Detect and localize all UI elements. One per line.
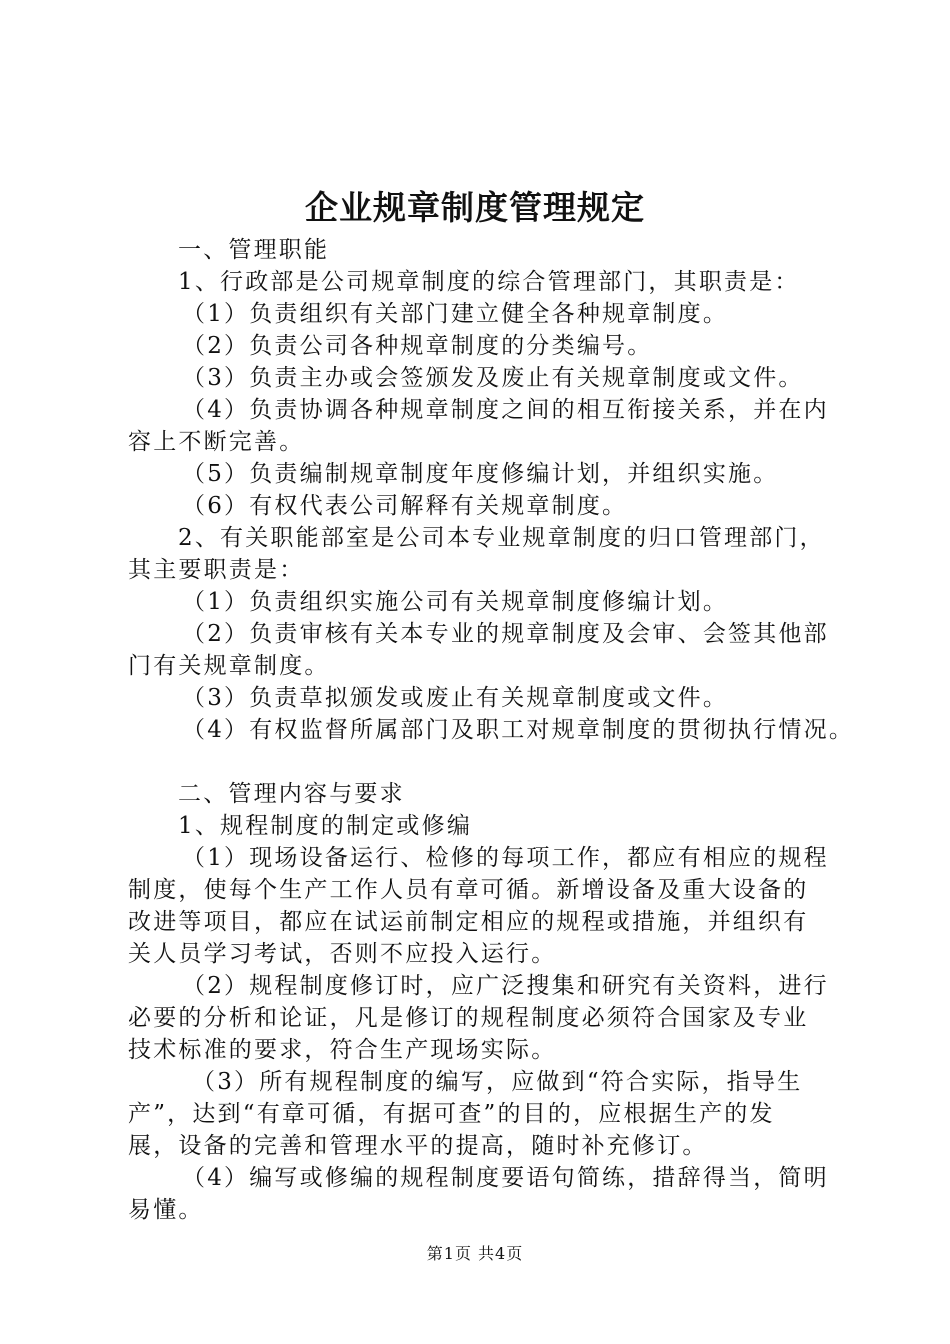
list-item: （4）负责协调各种规章制度之间的相互衔接关系，并在内: [182, 397, 829, 423]
paragraph-line: 2、有关职能部室是公司本专业规章制度的归口管理部门，: [178, 525, 825, 551]
section-heading: 一、管理职能: [178, 237, 330, 263]
list-item: （3）负责草拟颁发或废止有关规章制度或文件。: [182, 685, 729, 711]
page-number-footer: 第1页 共4页: [426, 1244, 524, 1263]
list-item: （6）有权代表公司解释有关规章制度。: [182, 493, 628, 519]
paragraph-continuation: 必要的分析和论证，凡是修订的规程制度必须符合国家及专业: [128, 1005, 809, 1031]
list-item-continuation: 门有关规章制度。: [128, 653, 330, 679]
paragraph-continuation: 易懂。: [128, 1197, 204, 1223]
list-item: （3）负责主办或会签颁发及废止有关规章制度或文件。: [182, 365, 804, 391]
document-title: 企业规章制度管理规定: [305, 188, 645, 227]
list-item: （5）负责编制规章制度年度修编计划，并组织实施。: [182, 461, 779, 487]
paragraph-continuation: 制度，使每个生产工作人员有章可循。新增设备及重大设备的: [128, 877, 809, 903]
list-item: （2）负责公司各种规章制度的分类编号。: [182, 333, 653, 359]
paragraph-continuation: 产”，达到“有章可循，有据可查”的目的，应根据生产的发: [128, 1101, 775, 1127]
list-item: （2）负责审核有关本专业的规章制度及会审、会签其他部: [182, 621, 829, 647]
paragraph-continuation: 关人员学习考试，否则不应投入运行。: [128, 941, 557, 967]
document-body: [128, 234, 855, 1226]
list-item-continuation: 容上不断完善。: [128, 429, 305, 455]
paragraph-line: （4）编写或修编的规程制度要语句简练，措辞得当，简明: [182, 1165, 829, 1191]
paragraph-continuation: 展，设备的完善和管理水平的提高，随时补充修订。: [128, 1133, 708, 1159]
list-item: （1）负责组织实施公司有关规章制度修编计划。: [182, 589, 729, 615]
paragraph-line: （3）所有规程制度的编写，应做到“符合实际，指导生: [192, 1069, 803, 1095]
list-item: （1）负责组织有关部门建立健全各种规章制度。: [182, 301, 729, 327]
paragraph-continuation: 其主要职责是：: [128, 557, 305, 583]
paragraph-line: 1、行政部是公司规章制度的综合管理部门，其职责是：: [178, 269, 800, 295]
list-item: （4）有权监督所属部门及职工对规章制度的贯彻执行情况。: [182, 717, 855, 743]
section-spacer: [128, 746, 832, 778]
section-heading: 二、管理内容与要求: [178, 781, 405, 807]
paragraph-continuation: 技术标准的要求，符合生产现场实际。: [128, 1037, 557, 1063]
paragraph-continuation: 改进等项目，都应在试运前制定相应的规程或措施，并组织有: [128, 909, 809, 935]
subsection-heading: 1、规程制度的制定或修编: [178, 813, 473, 839]
paragraph-line: （1）现场设备运行、检修的每项工作，都应有相应的规程: [182, 845, 829, 871]
paragraph-line: （2）规程制度修订时，应广泛搜集和研究有关资料，进行: [182, 973, 829, 999]
